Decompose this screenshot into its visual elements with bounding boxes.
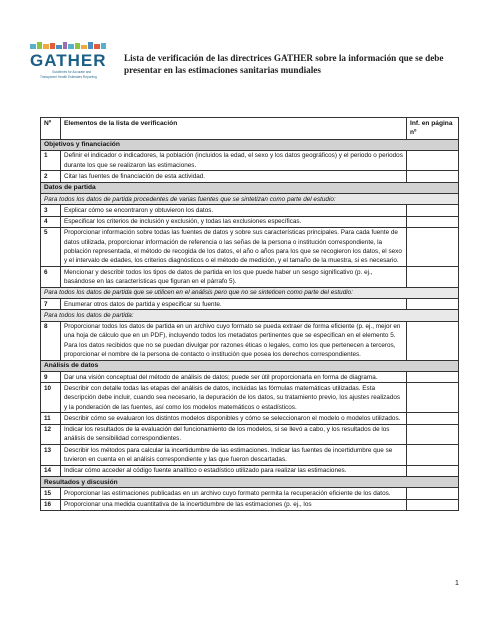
item-number: 7 xyxy=(41,299,61,310)
subsection-row xyxy=(41,194,459,205)
page-reference-cell[interactable] xyxy=(407,267,459,288)
page-reference-cell[interactable] xyxy=(407,372,459,383)
page-reference-cell[interactable] xyxy=(407,465,459,476)
table-row xyxy=(41,171,459,182)
item-number: 11 xyxy=(41,413,61,424)
item-text: Indicar los resultados de la evaluación del funcionamiento de los modelos, si se llevó a cabo, y los resultados de los análisis de sensibilidad correspondientes. xyxy=(61,424,407,445)
item-number: 1 xyxy=(41,150,61,171)
page-reference-cell[interactable] xyxy=(407,383,459,413)
item-text: Proporcionar todos los datos de partida en un archivo cuyo formato se pueda extraer de forma eficiente (p. ej., mejor en una hoja de cálculo que en un PDF), incluyendo todos los metadatos pertinentes que se especifican en el elemento 5. Para los datos recibidos que no se puedan divulgar por razones éticas o legales, como los que pertenecen a terceros, proporcionar el nombre de la persona de contacto o institución que posea los derechos correspondientes. xyxy=(61,321,407,360)
table-row xyxy=(41,150,459,171)
page-reference-cell[interactable] xyxy=(407,445,459,466)
table-row xyxy=(41,321,459,360)
page-reference-cell[interactable] xyxy=(407,150,459,171)
section-header-row xyxy=(41,360,459,371)
subsection-text: Para todos los datos de partida: xyxy=(41,310,459,321)
item-number: 4 xyxy=(41,216,61,227)
header-inf: Inf. en página nº xyxy=(407,118,459,140)
table-row xyxy=(41,424,459,445)
item-text: Describir los métodos para calcular la incertidumbre de las estimaciones. Indicar las fuentes de incertidumbre que se tuvieron en cuenta en el análisis correspondiente y las que fueron descartadas. xyxy=(61,445,407,466)
document-title: Lista de verificación de las directrices GATHER sobre la información que se debe presentar en las estimaciones sanitarias mundiales xyxy=(124,53,444,75)
item-number: 5 xyxy=(41,227,61,266)
table-row xyxy=(41,267,459,288)
item-text: Mencionar y describir todos los tipos de datos de partida en los que puede haber un sesgo significativo (p. ej., basándose en las características que figuran en el párrafo 5). xyxy=(61,267,407,288)
table-row xyxy=(41,216,459,227)
table-row xyxy=(41,205,459,216)
table-header-row xyxy=(41,118,459,140)
section-header-row xyxy=(41,139,459,150)
item-number: 6 xyxy=(41,267,61,288)
header-num: Nº xyxy=(41,118,61,140)
item-number: 8 xyxy=(41,321,61,360)
table-row xyxy=(41,499,459,510)
gather-logo-graphic xyxy=(28,42,116,86)
table-row xyxy=(41,383,459,413)
table-row xyxy=(41,372,459,383)
item-text: Indicar cómo acceder al código fuente analítico o estadístico utilizado para realizar las estimaciones. xyxy=(61,465,407,476)
page-number: 1 xyxy=(455,580,459,587)
table-row xyxy=(41,465,459,476)
page-reference-cell[interactable] xyxy=(407,171,459,182)
section-title: Análisis de datos xyxy=(41,360,459,371)
checklist-body xyxy=(41,118,459,511)
table-row xyxy=(41,299,459,310)
checklist-table xyxy=(40,117,459,511)
logo-wordmark: GATHER xyxy=(30,51,107,70)
item-text: Especificar los criterios de inclusión y exclusión, y todas las exclusiones específicas. xyxy=(61,216,407,227)
page-reference-cell[interactable] xyxy=(407,424,459,445)
item-text: Dar una visión conceptual del método de análisis de datos; puede ser útil proporcionarla en forma de diagrama. xyxy=(61,372,407,383)
table-row xyxy=(41,227,459,266)
page-reference-cell[interactable] xyxy=(407,499,459,510)
table-row xyxy=(41,445,459,466)
item-number: 9 xyxy=(41,372,61,383)
table-row xyxy=(41,413,459,424)
item-text: Proporcionar información sobre todas las fuentes de datos y sobre sus características principales. Para cada fuente de datos utilizada, proporcionar información de referencia o las señas de la persona o institución correspondiente, la población representada, el método de recogida de los datos, el año o años para los que se recogieron los datos, el sexo y el intervalo de edades, los criterios diagnósticos o el método de medición, y el tamaño de la muestra, si es necesario. xyxy=(61,227,407,266)
item-number: 10 xyxy=(41,383,61,413)
section-title: Datos de partida xyxy=(41,182,459,193)
item-number: 13 xyxy=(41,445,61,466)
item-number: 3 xyxy=(41,205,61,216)
section-header-row xyxy=(41,182,459,193)
logo-globe-icon xyxy=(30,42,106,49)
item-text: Enumerar otros datos de partida y especificar su fuente. xyxy=(61,299,407,310)
item-text: Explicar cómo se encontraron y obtuvieron los datos. xyxy=(61,205,407,216)
logo-subtitle-line1: Guidelines for Accurate and xyxy=(52,70,92,74)
table-row xyxy=(41,488,459,499)
item-number: 15 xyxy=(41,488,61,499)
item-text: Definir el indicador o indicadores, la población (incluidos la edad, el sexo y los datos geográficos) y el periodo o periodos durante los que se realizaron las estimaciones. xyxy=(61,150,407,171)
section-title: Resultados y discusión xyxy=(41,477,459,488)
item-text: Proporcionar las estimaciones publicadas en un archivo cuyo formato permita la recuperación eficiente de los datos. xyxy=(61,488,407,499)
subsection-text: Para todos los datos de partida procedentes de varias fuentes que se sintetizan como parte del estudio: xyxy=(41,194,459,205)
item-number: 2 xyxy=(41,171,61,182)
item-number: 16 xyxy=(41,499,61,510)
header-item: Elementos de la lista de verificación xyxy=(61,118,407,140)
item-number: 12 xyxy=(41,424,61,445)
item-number: 14 xyxy=(41,465,61,476)
subsection-text: Para todos los datos de partida que se utilicen en el análisis pero que no se sinteticen como parte del estudio: xyxy=(41,287,459,298)
item-text: Describir cómo se evaluaron los distintos modelos disponibles y cómo se seleccionaron el modelo o modelos utilizados. xyxy=(61,413,407,424)
item-text: Citar las fuentes de financiación de esta actividad. xyxy=(61,171,407,182)
page-reference-cell[interactable] xyxy=(407,299,459,310)
subsection-row xyxy=(41,287,459,298)
page-reference-cell[interactable] xyxy=(407,321,459,360)
gather-logo xyxy=(28,42,116,86)
section-header-row xyxy=(41,477,459,488)
item-text: Proporcionar una medida cuantitativa de la incertidumbre de las estimaciones (p. ej., los xyxy=(61,499,407,510)
subsection-row xyxy=(41,310,459,321)
item-text: Describir con detalle todas las etapas del análisis de datos, incluidas las fórmulas matemáticas utilizadas. Esta descripción debe incluir, cuando sea necesario, la depuración de los datos, su tratamiento previo, los ajustes realizados y la ponderación de las fuentes, así como los modelos matemáticos o estadísticos. xyxy=(61,383,407,413)
logo-subtitle-line2: Transparent Health Estimates Reporting xyxy=(40,75,97,79)
page-reference-cell[interactable] xyxy=(407,216,459,227)
page-reference-cell[interactable] xyxy=(407,413,459,424)
page-reference-cell[interactable] xyxy=(407,205,459,216)
page-reference-cell[interactable] xyxy=(407,227,459,266)
section-title: Objetivos y financiación xyxy=(41,139,459,150)
page-reference-cell[interactable] xyxy=(407,488,459,499)
